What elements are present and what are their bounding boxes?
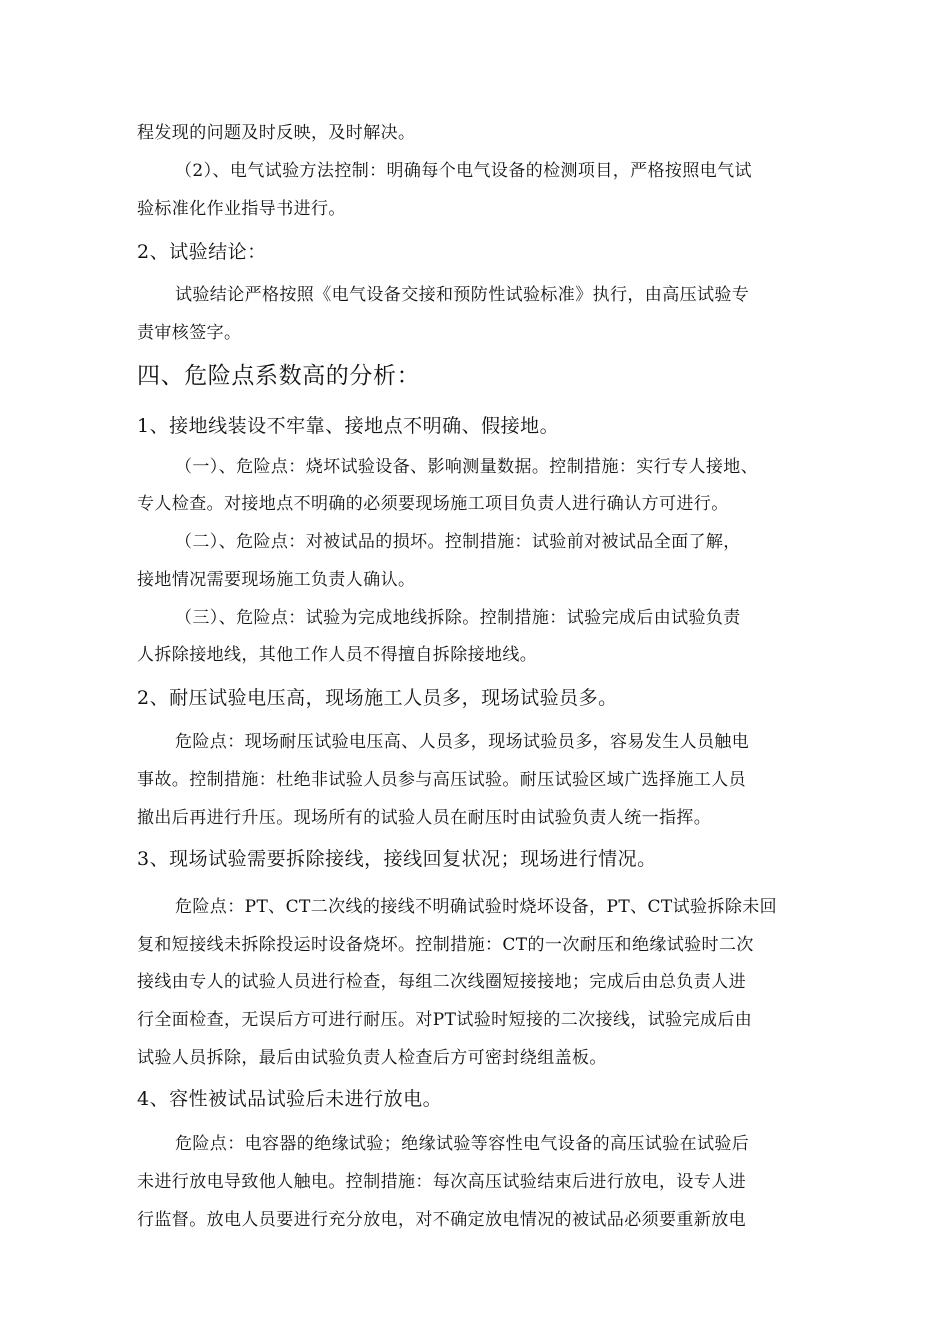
subheading-item-2: 2、耐压试验电压高，现场施工人员多，现场试验员多。 xyxy=(137,687,618,709)
paragraph-line: 验标准化作业指导书进行。 xyxy=(137,199,346,219)
paragraph-line: （一）、危险点：烧坏试验设备、影响测量数据。控制措施：实行专人接地、 xyxy=(175,457,759,477)
paragraph-line: 行全面检查，无误后方可进行耐压。对PT试验时短接的二次接线，试验完成后由 xyxy=(137,1010,753,1030)
paragraph-line: 试验结论严格按照《电气设备交接和预防性试验标准》执行，由高压试验专 xyxy=(175,285,750,305)
paragraph-line: （二）、危险点：对被试品的损坏。控制措施：试验前对被试品全面了解， xyxy=(175,532,741,552)
paragraph-line: （2）、电气试验方法控制：明确每个电气设备的检测项目，严格按照电气试 xyxy=(175,161,752,181)
subheading-conclusion: 2、试验结论： xyxy=(137,241,267,263)
paragraph-line: 事故。控制措施：杜绝非试验人员参与高压试验。耐压试验区域广选择施工人员 xyxy=(137,770,746,790)
paragraph-line: 危险点：PT、CT二次线的接线不明确试验时烧坏设备，PT、CT试验拆除未回 xyxy=(175,897,778,917)
paragraph-line: 专人检查。对接地点不明确的必须要现场施工项目负责人进行确认方可进行。 xyxy=(137,494,729,514)
paragraph-line: 试验人员拆除，最后由试验负责人检查后方可密封绕组盖板。 xyxy=(137,1048,607,1068)
paragraph-line: 复和短接线未拆除投运时设备烧坏。控制措施：CT的一次耐压和绝缘试验时二次 xyxy=(137,935,754,955)
subheading-item-3: 3、现场试验需要拆除接线，接线回复状况；现场进行情况。 xyxy=(137,848,657,870)
paragraph-line: 未进行放电导致他人触电。控制措施：每次高压试验结束后进行放电，设专人进 xyxy=(137,1172,746,1192)
paragraph-line: 撤出后再进行升压。现场所有的试验人员在耐压时由试验负责人统一指挥。 xyxy=(137,808,712,828)
paragraph-line: 行监督。放电人员要进行充分放电，对不确定放电情况的被试品必须要重新放电 xyxy=(137,1210,746,1230)
paragraph-line: 责审核签字。 xyxy=(137,323,242,343)
subheading-item-1: 1、接地线装设不牢靠、接地点不明确、假接地。 xyxy=(137,415,560,437)
paragraph-line: 人拆除接地线，其他工作人员不得擅自拆除接地线。 xyxy=(137,645,538,665)
paragraph-line: （三）、危险点：试验为完成地线拆除。控制措施：试验完成后由试验负责 xyxy=(175,608,741,628)
section-heading-4: 四、危险点系数高的分析： xyxy=(137,363,421,389)
paragraph-line: 接线由专人的试验人员进行检查，每组二次线圈短接接地；完成后由总负责人进 xyxy=(137,972,746,992)
paragraph-line: 危险点：电容器的绝缘试验；绝缘试验等容性电气设备的高压试验在试验后 xyxy=(175,1134,750,1154)
paragraph-line: 接地情况需要现场施工负责人确认。 xyxy=(137,570,416,590)
paragraph-line: 程发现的问题及时反映，及时解决。 xyxy=(137,123,416,143)
subheading-item-4: 4、容性被试品试验后未进行放电。 xyxy=(137,1088,443,1110)
paragraph-line: 危险点：现场耐压试验电压高、人员多，现场试验员多，容易发生人员触电 xyxy=(175,732,750,752)
